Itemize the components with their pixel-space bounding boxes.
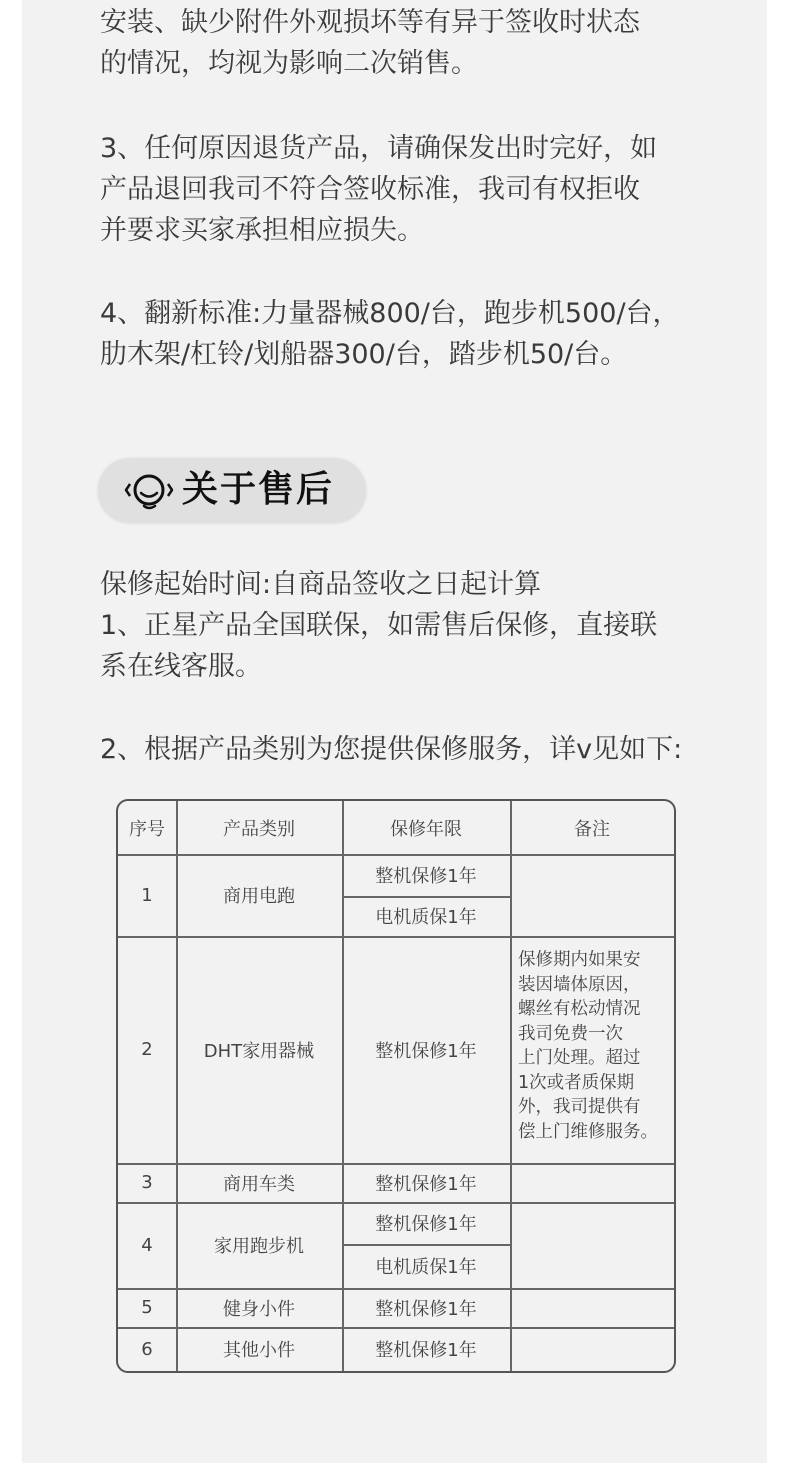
row-warranty: 整机保修1年 xyxy=(375,1173,477,1195)
return-condition-paragraph: 3、任何原因退货产品，请确保发出时完好，如 产品退回我司不符合签收标准，我司有权拒收 并要求买家承担相应损失。 xyxy=(100,133,658,246)
header-warranty: 保修年限 xyxy=(390,818,462,840)
header-number: 序号 xyxy=(129,818,165,840)
refurbish-standard-paragraph: 4、翻新标准:力量器械800/台，跑步机500/台， 肋木架/杠铃/划船器300/台，踏步机50/台。 xyxy=(100,298,680,370)
row-category: 商用车类 xyxy=(223,1173,295,1195)
row-number: 6 xyxy=(141,1338,153,1360)
after-sales-section-header xyxy=(98,458,366,522)
row-warranty: 电机质保1年 xyxy=(375,907,477,928)
row-category: 商用电跑 xyxy=(223,886,295,907)
warranty-start-time: 保修起始时间:自商品签收之日起计算 xyxy=(100,569,542,600)
section-title: 关于售后 xyxy=(182,469,335,510)
return-policy-paragraph: 安装、缺少附件外观损坏等有异于签收时状态 的情况，均视为影响二次销售。 xyxy=(100,7,640,79)
row-warranty: 整机保修1年 xyxy=(375,866,477,887)
row-number: 3 xyxy=(141,1172,153,1193)
row-number: 1 xyxy=(141,884,153,906)
row-category: DHT家用器械 xyxy=(203,1040,315,1062)
customer-service-headset-icon xyxy=(124,470,174,512)
row-warranty: 整机保修1年 xyxy=(375,1040,477,1062)
row-warranty: 整机保修1年 xyxy=(375,1214,477,1235)
row-number: 2 xyxy=(141,1039,153,1060)
row-warranty: 电机质保1年 xyxy=(375,1257,477,1278)
row-number: 5 xyxy=(141,1297,153,1318)
row-category: 健身小件 xyxy=(223,1298,295,1320)
row-category: 其他小件 xyxy=(223,1340,295,1361)
warranty-table xyxy=(116,799,676,1373)
row-note: 保修期内如果安 装因墙体原因， 螺丝有松动情况 我司免费一次 上门处理。超过 1次或者质保期 外，我司提供有 偿上门维修服务。 xyxy=(518,950,658,1142)
row-category: 家用跑步机 xyxy=(214,1236,304,1257)
nationwide-warranty-note: 1、正星产品全国联保，如需售后保修，直接联 系在线客服。 xyxy=(100,610,658,682)
row-number: 4 xyxy=(141,1234,153,1256)
row-warranty: 整机保修1年 xyxy=(375,1340,477,1361)
warranty-service-intro: 2、根据产品类别为您提供保修服务，详v见如下: xyxy=(100,734,683,765)
row-warranty: 整机保修1年 xyxy=(375,1298,477,1320)
header-note: 备注 xyxy=(574,818,610,840)
header-category: 产品类别 xyxy=(223,818,295,840)
table-divider xyxy=(510,801,512,1371)
